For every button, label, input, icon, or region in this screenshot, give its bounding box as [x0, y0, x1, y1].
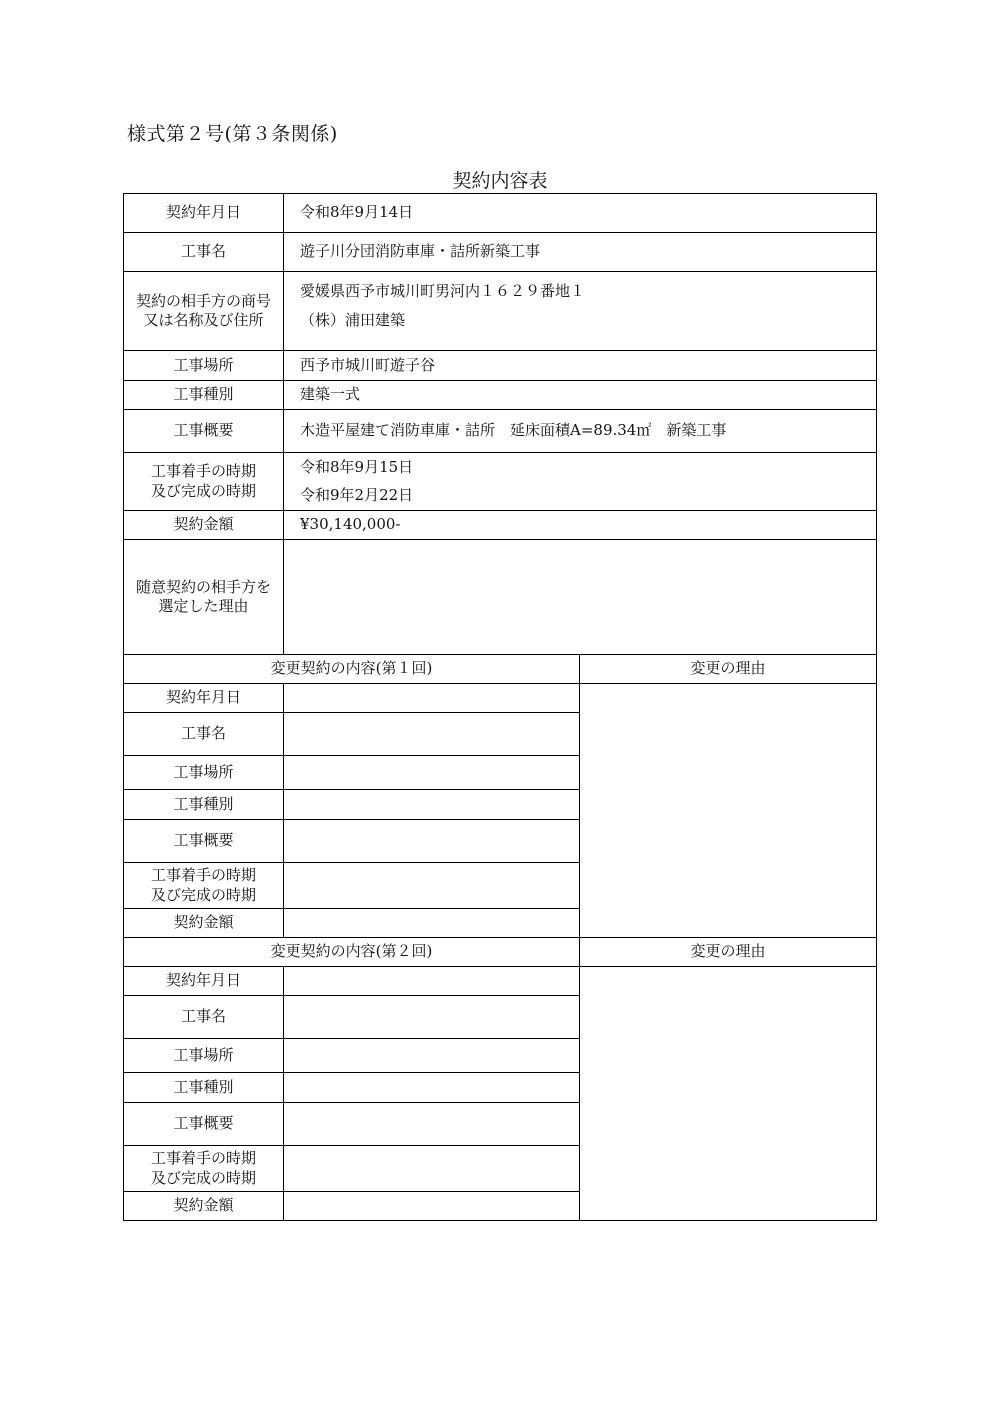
work-site-value: 西予市城川町遊子谷: [284, 351, 877, 381]
row-work-site: [124, 351, 877, 381]
row-work-name: [124, 233, 877, 272]
change2-name-label: 工事名: [124, 996, 284, 1039]
selection-reason-value: [284, 540, 877, 655]
work-type-value: 建築一式: [284, 381, 877, 410]
selection-reason-label: [124, 540, 284, 655]
change1-period-label-line2: 及び完成の時期: [150, 885, 256, 904]
change1-reason-value: [580, 684, 877, 938]
change1-amount-label: 契約金額: [124, 909, 284, 938]
work-period-value: [284, 453, 877, 511]
change2-reason-value: [580, 967, 877, 1221]
work-period-label-line2: 及び完成の時期: [150, 481, 256, 500]
work-period-label-line1: 工事着手の時期: [150, 462, 256, 480]
row-change2-header: [124, 938, 877, 967]
change1-date-label: 契約年月日: [124, 684, 284, 713]
change2-reason-header: 変更の理由: [580, 938, 877, 967]
change2-period-value: [284, 1146, 580, 1192]
change2-type-value: [284, 1073, 580, 1103]
contract-party-value: [284, 272, 877, 351]
selection-reason-label-line1: 随意契約の相手方を: [135, 577, 271, 596]
work-period-end: 令和9年2月22日: [300, 485, 414, 504]
change1-name-label: 工事名: [124, 713, 284, 756]
change1-reason-header: 変更の理由: [580, 655, 877, 684]
row-work-type: [124, 381, 877, 410]
change2-period-label: [124, 1146, 284, 1192]
change1-type-label: 工事種別: [124, 790, 284, 820]
work-period-label: [124, 453, 284, 511]
row-contract-amount: [124, 511, 877, 540]
change1-summary-value: [284, 820, 580, 863]
contract-amount-value: ¥30,140,000-: [284, 511, 877, 540]
contract-table: [123, 193, 877, 1221]
row-selection-reason: [124, 540, 877, 655]
contract-date-value: 令和8年9月14日: [284, 194, 877, 233]
change1-summary-label: 工事概要: [124, 820, 284, 863]
change1-site-label: 工事場所: [124, 756, 284, 790]
change1-period-label-line1: 工事着手の時期: [150, 866, 256, 884]
form-number: 様式第２号(第３条関係): [127, 123, 338, 145]
row-change1-date: [124, 684, 877, 713]
change2-name-value: [284, 996, 580, 1039]
selection-reason-label-line2: 選定した理由: [158, 597, 249, 615]
row-contract-party: [124, 272, 877, 351]
change2-period-label-line1: 工事着手の時期: [150, 1149, 256, 1167]
row-work-summary: [124, 410, 877, 453]
work-summary-value: 木造平屋建て消防車庫・詰所 延床面積A=89.34㎡ 新築工事: [284, 410, 877, 453]
change2-site-value: [284, 1039, 580, 1073]
work-name-label: 工事名: [124, 233, 284, 272]
document-title: 契約内容表: [452, 170, 548, 192]
work-summary-label: 工事概要: [124, 410, 284, 453]
change2-date-label: 契約年月日: [124, 967, 284, 996]
change1-header: 変更契約の内容(第１回): [124, 655, 580, 684]
contract-party-name: （株）浦田建築: [300, 310, 406, 329]
change2-amount-value: [284, 1192, 580, 1221]
change1-amount-value: [284, 909, 580, 938]
contract-party-address: 愛媛県西予市城川町男河内１６２９番地１: [300, 282, 586, 300]
contract-amount-label: 契約金額: [124, 511, 284, 540]
work-name-value: 遊子川分団消防車庫・詰所新築工事: [284, 233, 877, 272]
work-site-label: 工事場所: [124, 351, 284, 381]
change2-header: 変更契約の内容(第２回): [124, 938, 580, 967]
change2-date-value: [284, 967, 580, 996]
change1-period-label: [124, 863, 284, 909]
change2-period-label-line2: 及び完成の時期: [150, 1168, 256, 1187]
row-change1-header: [124, 655, 877, 684]
change1-date-value: [284, 684, 580, 713]
change2-type-label: 工事種別: [124, 1073, 284, 1103]
row-contract-date: [124, 194, 877, 233]
work-period-start: 令和8年9月15日: [300, 458, 414, 476]
change2-summary-label: 工事概要: [124, 1103, 284, 1146]
change2-summary-value: [284, 1103, 580, 1146]
contract-party-label-line1: 契約の相手方の商号: [135, 291, 271, 310]
change1-name-value: [284, 713, 580, 756]
row-work-period: [124, 453, 877, 511]
change2-site-label: 工事場所: [124, 1039, 284, 1073]
contract-party-label: [124, 272, 284, 351]
change1-period-value: [284, 863, 580, 909]
change2-amount-label: 契約金額: [124, 1192, 284, 1221]
change1-type-value: [284, 790, 580, 820]
work-type-label: 工事種別: [124, 381, 284, 410]
change1-site-value: [284, 756, 580, 790]
contract-party-label-line2: 又は名称及び住所: [143, 311, 264, 329]
contract-date-label: 契約年月日: [124, 194, 284, 233]
row-change2-date: [124, 967, 877, 996]
